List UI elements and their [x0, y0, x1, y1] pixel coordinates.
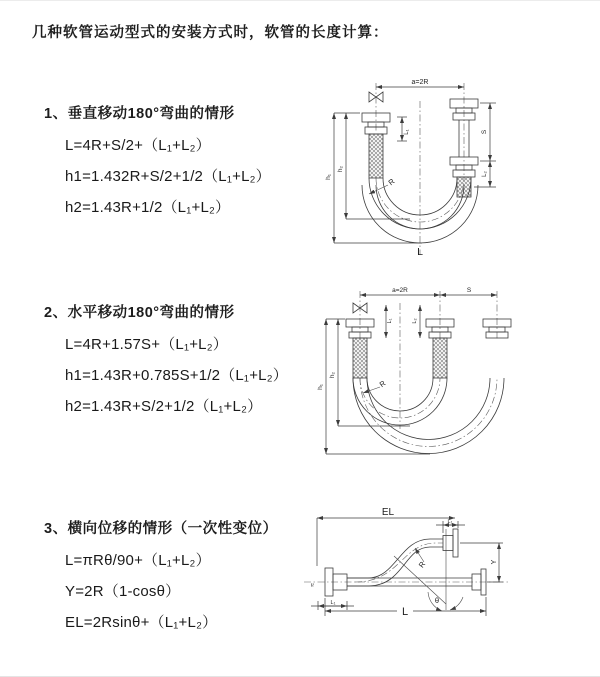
dimension-l1-top [436, 519, 465, 533]
dim-r-label: R [386, 176, 397, 188]
dim-r-label: R [377, 378, 388, 390]
left-pipe-assembly [362, 113, 390, 178]
section-1-formula-h1: h1=1.432R+S/2+1/2（L₁+L₂） [65, 168, 271, 185]
section-2-heading: 2、水平移动180°弯曲的情形 [44, 305, 235, 321]
dimension-l1 [386, 305, 393, 338]
page-title: 几种软管运动型式的安装方式时，软管的长度计算： [32, 25, 389, 41]
radius-leader [415, 548, 428, 569]
dimension-a2r [376, 79, 464, 87]
dim-y-label: Y [491, 559, 498, 565]
dimension-a2r [360, 287, 440, 295]
dim-l1-top-label: L₁ [447, 519, 453, 525]
section-2-formula-h1: h1=1.43R+0.785S+1/2（L₁+L₂） [65, 367, 288, 384]
dimension-l1 [397, 117, 410, 141]
dim-theta-label: θ [434, 596, 440, 605]
dimension-l2 [412, 305, 420, 338]
diagram-horizontal-180-bend [312, 283, 538, 463]
section-1-formula-L: L=4R+S/2+（L₁+L₂） [65, 137, 211, 154]
pipe-break-symbol: ≈ [308, 583, 315, 587]
section-1 [44, 102, 324, 223]
centerlines [304, 529, 508, 610]
diagram-vertical-180-bend [314, 71, 536, 259]
dimension-h2 [329, 319, 410, 426]
dimension-l1-bottom [311, 600, 354, 610]
section-2-formula-h2: h2=1.43R+S/2+1/2（L₁+L₂） [65, 398, 263, 415]
dim-l2-label: L₂ [482, 171, 488, 177]
braided-hose-middle [433, 338, 447, 378]
dimension-h1 [317, 319, 430, 454]
section-2-formula-L: L=4R+1.57S+（L₁+L₂） [65, 336, 228, 353]
diagram-lateral-displacement [300, 504, 566, 662]
section-3-formula-L: L=πRθ/90+（L₁+L₂） [65, 552, 211, 569]
section-3-heading: 3、横向位移的情形（一次性变位） [44, 521, 278, 537]
section-2 [44, 301, 324, 422]
section-3 [44, 517, 324, 638]
section-3-formula-Y: Y=2R（1-cosθ） [65, 583, 181, 600]
dim-l1-label: L₁ [387, 318, 393, 324]
dim-h2-label: h₂ [329, 371, 336, 379]
displaced-hose-curve [347, 529, 458, 586]
dim-h1-label: h₁ [317, 384, 324, 390]
dim-h2-label: h₂ [337, 165, 344, 173]
section-3-formula-EL: EL=2Rsinθ+（L₁+L₂） [65, 614, 218, 631]
centerlines [360, 291, 497, 447]
dim-s-label: S [481, 129, 488, 135]
braided-hose-left [369, 134, 383, 178]
dim-l1-bottom-label: L₁ [330, 600, 336, 606]
dimension-y [460, 543, 503, 582]
dim-l1-label: L₁ [404, 129, 410, 135]
section-1-formula-h2: h2=1.43R+1/2（L₁+L₂） [65, 199, 231, 216]
dimension-s [440, 287, 497, 295]
dim-r-label: R [416, 559, 428, 570]
dimension-l2 [482, 161, 490, 187]
section-1-heading: 1、垂直移动180°弯曲的情形 [44, 106, 235, 122]
dim-a2r-label: a=2R [411, 79, 429, 86]
dim-s-label: S [466, 287, 472, 294]
dim-el-label: EL [381, 507, 395, 518]
dim-l-label: L [401, 606, 409, 618]
dim-a2r-label: a=2R [392, 287, 408, 294]
braided-hose-left [353, 338, 367, 378]
dim-l2-label: L₂ [412, 318, 418, 324]
dim-h1-label: h₁ [325, 174, 332, 180]
dimension-el [317, 507, 455, 566]
dim-l-label: L [417, 246, 423, 258]
